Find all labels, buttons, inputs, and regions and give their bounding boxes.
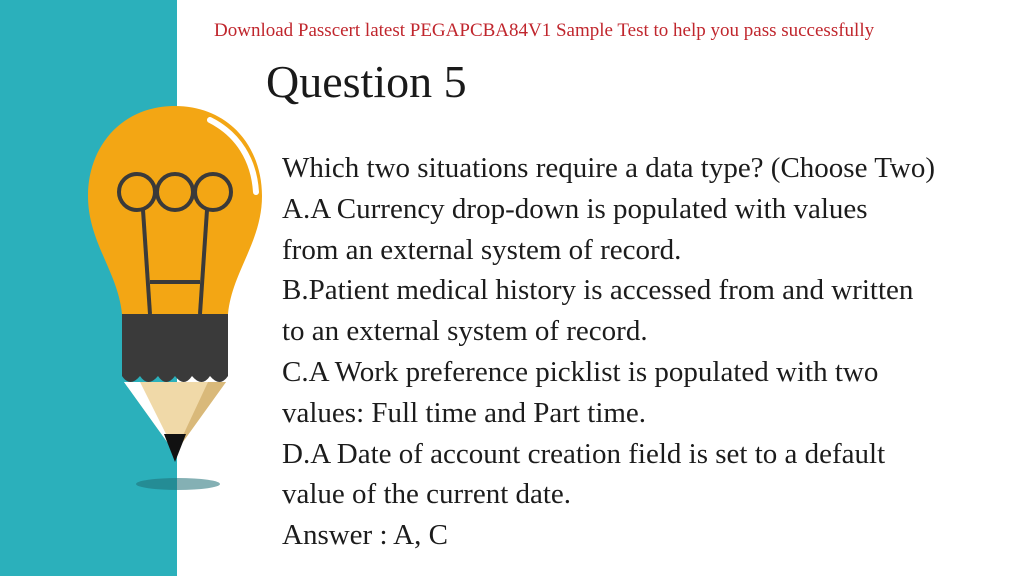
option-b-line-2: to an external system of record.: [282, 315, 648, 348]
option-a-line-1: A.A Currency drop-down is populated with values: [282, 192, 868, 225]
question-prompt: Which two situations require a data type? (Choose Two): [282, 152, 935, 184]
option-c-line-2: values: Full time and Part time.: [282, 396, 647, 429]
answer-line: Answer : A, C: [282, 519, 448, 552]
option-c-line-1: C.A Work preference picklist is populated with two: [282, 355, 879, 388]
lightbulb-pencil-icon: [80, 100, 270, 500]
option-d-line-1: D.A Date of account creation field is set to a default: [282, 437, 886, 470]
question-body: [282, 148, 1024, 556]
option-a-line-2: from an external system of record.: [282, 233, 682, 266]
option-b-line-1: B.Patient medical history is accessed from and written: [282, 274, 914, 307]
slide-title: Question 5: [266, 56, 467, 107]
option-d-line-2: value of the current date.: [282, 478, 572, 511]
promo-banner: Download Passcert latest PEGAPCBA84V1 Sample Test to help you pass successfully: [214, 20, 875, 41]
